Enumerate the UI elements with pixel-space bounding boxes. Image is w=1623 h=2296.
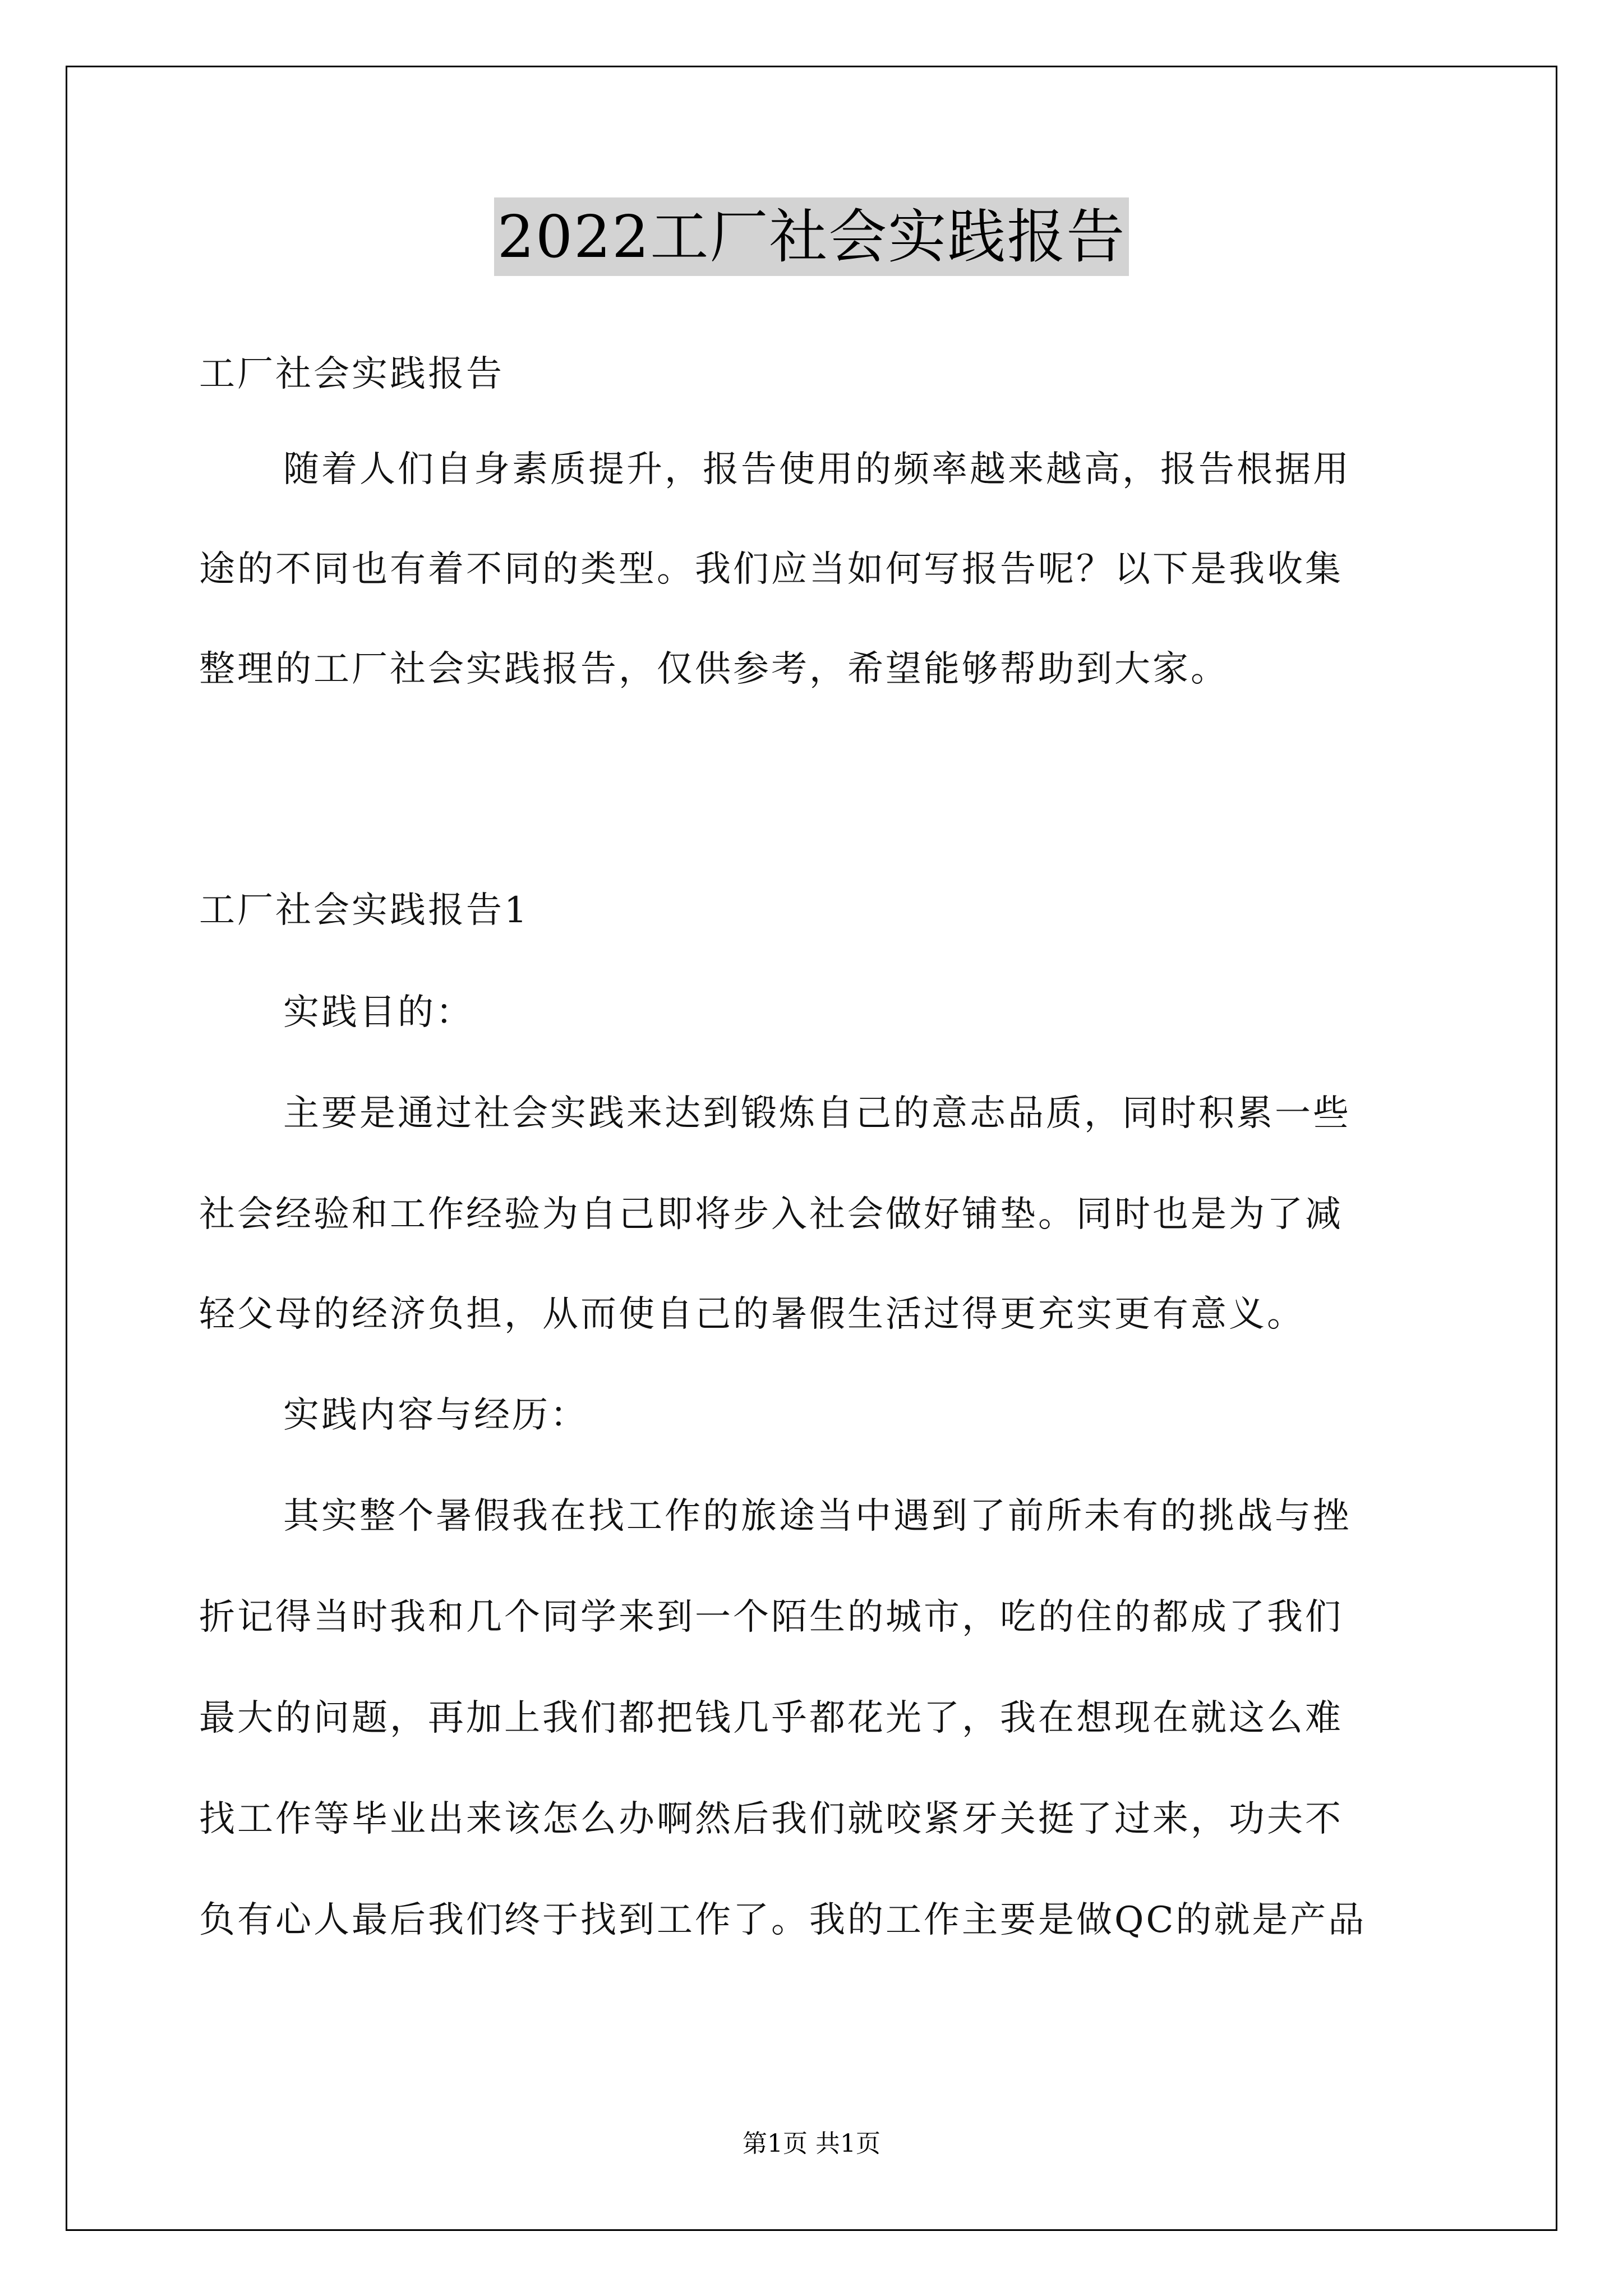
title-container (0, 197, 1623, 276)
purpose-line: 主要是通过社会实践来达到锻炼自己的意志品质，同时积累一些 (283, 1093, 1351, 1134)
content-line: 找工作等毕业出来该怎么办啊然后我们就咬紧牙关挺了过来，功夫不 (199, 1798, 1343, 1840)
content-line: 折记得当时我和几个同学来到一个陌生的城市，吃的住的都成了我们 (199, 1596, 1343, 1638)
section-heading: 工厂社会实践报告1 (199, 890, 529, 931)
intro-line: 随着人们自身素质提升，报告使用的频率越来越高，报告根据用 (283, 449, 1351, 490)
document-title: 2022工厂社会实践报告 (494, 197, 1129, 276)
page-footer: 第1页 共1页 (743, 2129, 880, 2158)
subtitle: 工厂社会实践报告 (199, 353, 504, 395)
intro-line: 整理的工厂社会实践报告，仅供参考，希望能够帮助到大家。 (199, 648, 1229, 690)
content-line: 负有心人最后我们终于找到工作了。我的工作主要是做QC的就是产品 (199, 1899, 1367, 1941)
content-line: 最大的问题，再加上我们都把钱几乎都花光了，我在想现在就这么难 (199, 1697, 1343, 1739)
intro-line: 途的不同也有着不同的类型。我们应当如何写报告呢？以下是我收集 (199, 549, 1343, 590)
purpose-line: 轻父母的经济负担，从而使自己的暑假生活过得更充实更有意义。 (199, 1294, 1305, 1335)
purpose-heading: 实践目的： (283, 992, 474, 1033)
content-heading: 实践内容与经历： (283, 1395, 588, 1436)
content-line: 其实整个暑假我在找工作的旅途当中遇到了前所未有的挑战与挫 (283, 1496, 1351, 1537)
purpose-line: 社会经验和工作经验为自己即将步入社会做好铺垫。同时也是为了减 (199, 1194, 1343, 1235)
